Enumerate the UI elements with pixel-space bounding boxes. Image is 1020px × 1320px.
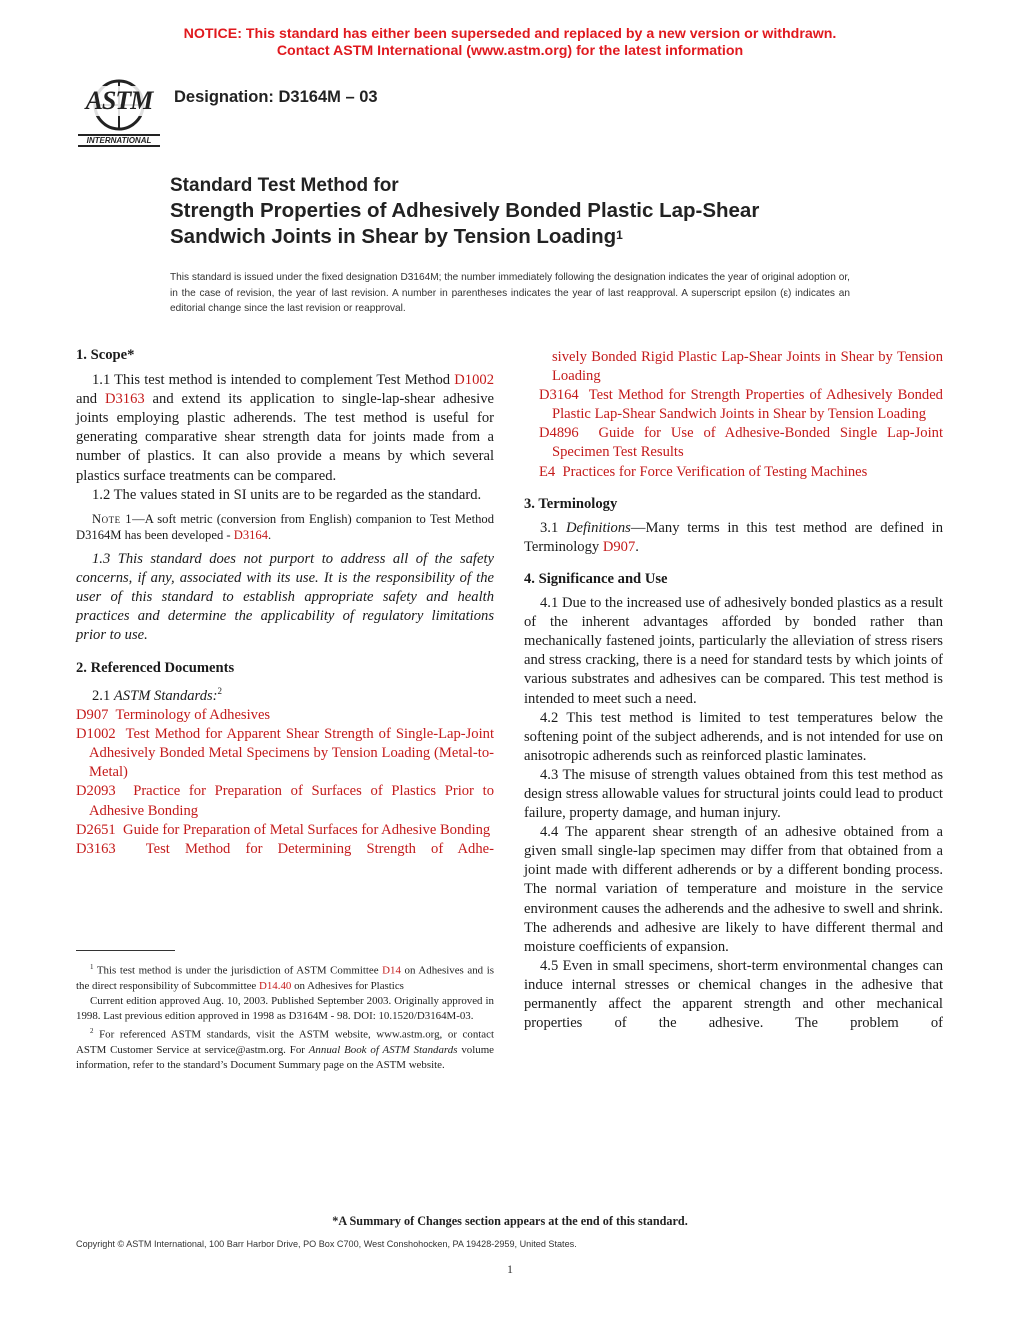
scope-heading: 1. Scope* (76, 347, 135, 363)
footnotes (76, 960, 494, 1074)
footnote-1: $^1$ This test method is under the jurisdiction of ASTM Committee D14 on Adhesives and is the direct responsibility of Subcommittee D14.40 on Adhesives for Plastics (76, 963, 494, 992)
designation: Designation: D3164M – 03 (174, 88, 378, 106)
right-column (524, 348, 943, 1033)
link-d1002[interactable]: D1002 (454, 372, 494, 389)
document-title (170, 174, 870, 250)
left-column (76, 346, 494, 859)
page-number: 1 (507, 1262, 513, 1276)
link-d3164-note[interactable]: D3164 (233, 528, 269, 543)
scope-para-2: 1.2 The values stated in SI units are to be regarded as the standard. (92, 486, 482, 503)
footnote-1-edition: Current edition approved Aug. 10, 2003. Published September 2003. Originally approved in 1998. Last previous edition approved in 1998 as D3164M - 98. DOI: 10.1520/D3164M-03. (76, 995, 494, 1023)
title-line-1: Standard Test Method for (170, 175, 399, 196)
ref-item-d907[interactable]: D907 Terminology of Adhesives (76, 707, 271, 724)
ref-item-d4896[interactable]: D4896 Guide for Use of Adhesive-Bonded Single Lap-Joint Specimen Test Results (539, 425, 943, 461)
ref-item-d2093[interactable]: D2093 Practice for Preparation of Surfaces of Plastics Prior to Adhesive Bonding (76, 783, 494, 819)
link-d14-40[interactable]: D14.40 (259, 979, 292, 992)
notice-banner (0, 26, 1020, 60)
title-line-3: Sandwich Joints in Shear by Tension Loading$^1$ (170, 225, 623, 248)
issued-note: This standard is issued under the fixed designation D3164M; the number immediately following the designation indicates the year of original adoption or, in the case of revision, the year of last revision. A number in parentheses indicates the year of last reapproval. A superscript epsilon (ε) indicates an editorial change since the last revision or reapproval. (170, 272, 850, 314)
ref-item-d3163-cont[interactable]: sively Bonded Rigid Plastic Lap-Shear Joints in Shear by Tension Loading (552, 349, 943, 385)
footnote-divider (76, 950, 175, 951)
title-line-2: Strength Properties of Adhesively Bonded Plastic Lap-Shear (170, 199, 760, 222)
notice-line-2: Contact ASTM International (www.astm.org) for the latest information (276, 43, 744, 59)
scope-para-1: 1.1 This test method is intended to complement Test Method D1002 and D3163 and extend its application to single-lap-shear adhesive joints employing plastic adherends. The test method is useful for generating comparative shear strength data for joints made from a number of plastics. It can also provide a means by which several plastics surface treatments can be compared. (76, 372, 494, 484)
scope-para-3: 1.3 This standard does not purport to address all of the safety concerns, if any, associated with its use. It is the responsibility of the user of this standard to establish appropriate safety and health practices and determine the applicability of regulatory limitations prior to use. (76, 550, 494, 643)
significance-para-4: 4.4 The apparent shear strength of an adhesive obtained from a given small single-lap specimen may differ from that obtained from a joint made with different adherends or by a different bonding process. The normal variation of temperature and moisture in the service environment causes the adherends and the adhesive to swell and shrink. The adherends and adhesive are likely to have different thermal and moisture coefficients of expansion. (524, 824, 943, 955)
significance-para-2: 4.2 This test method is limited to test temperatures below the softening point of the subject adherends, and is not intended for use on anisotropic adherends such as reinforced plastic laminates. (524, 709, 943, 764)
link-d907-term[interactable]: D907 (602, 538, 636, 555)
significance-para-5: 4.5 Even in small specimens, short-term environmental changes can induce internal stresses or chemical changes in the adhesive that permanently affect the apparent strength and other mechanical properties of the adhesive. The problem of (524, 957, 943, 1032)
terminology-heading: 3. Terminology (524, 495, 618, 512)
logo-subtext: INTERNATIONAL (86, 136, 152, 145)
ref-item-d3163[interactable]: D3163 Test Method for Determining Strength of Adhe- (76, 840, 494, 857)
copyright: Copyright © ASTM International, 100 Barr Harbor Drive, PO Box C700, West Conshohocken, PA 19428-2959, United States. (76, 1239, 577, 1249)
ref-item-d3164[interactable]: D3164 Test Method for Strength Properties of Adhesively Bonded Plastic Lap-Shear Sandwich Joints in Shear by Tension Loading (539, 387, 943, 423)
astm-logo (76, 76, 162, 150)
title-footnote-mark: 1 (616, 228, 623, 242)
significance-para-1: 4.1 Due to the increased use of adhesively bonded plastics as a result of the inherent advantages afforded by bonded rather than mechanically fastened joints, particularly the alleviation of stress risers and stress cracking, there is a need for standard tests by which joints of various substrates and adhesives can be compared. This test method is intended to meet such a need. (524, 595, 943, 707)
link-d3163[interactable]: D3163 (104, 391, 145, 408)
significance-para-3: 4.3 The misuse of strength values obtained from this test method as design stress allowable values for structural joints could lead to product failure, property damage, and human injury. (524, 766, 943, 822)
logo-letters: ASTM (80, 86, 158, 116)
footnote-2: $^2$ For referenced ASTM standards, visit the ASTM website, www.astm.org, or contact ASTM Customer Service at service@astm.org. For Annual Book of ASTM Standards volume information, refer to the standard’s Document Summary page on the ASTM website. (76, 1027, 495, 1072)
refs-heading: 2. Referenced Documents (76, 660, 235, 677)
terminology-para-1: 3.1 Definitions—Many terms in this test method are defined in Terminology D907. (524, 519, 944, 555)
link-d14[interactable]: D14 (382, 964, 401, 977)
refs-sub: 2.1 ASTM Standards:$^2$ (92, 686, 223, 704)
notice-line-1: NOTICE: This standard has either been superseded and replaced by a new version or withdrawn. (183, 26, 837, 42)
scope-note-1: Note 1—A soft metric (conversion from English) companion to Test Method D3164M has been developed - D3164. (76, 511, 494, 543)
significance-heading: 4. Significance and Use (524, 570, 668, 587)
summary-note: *A Summary of Changes section appears at the end of this standard. (332, 1214, 688, 1228)
ref-item-d1002[interactable]: D1002 Test Method for Apparent Shear Strength of Single-Lap-Joint Adhesively Bonded Metal Specimens by Tension Loading (Metal-to-Metal) (76, 726, 494, 781)
ref-item-e4[interactable]: E4 Practices for Force Verification of Testing Machines (539, 463, 868, 480)
ref-item-d2651[interactable]: D2651 Guide for Preparation of Metal Surfaces for Adhesive Bonding (76, 821, 491, 838)
